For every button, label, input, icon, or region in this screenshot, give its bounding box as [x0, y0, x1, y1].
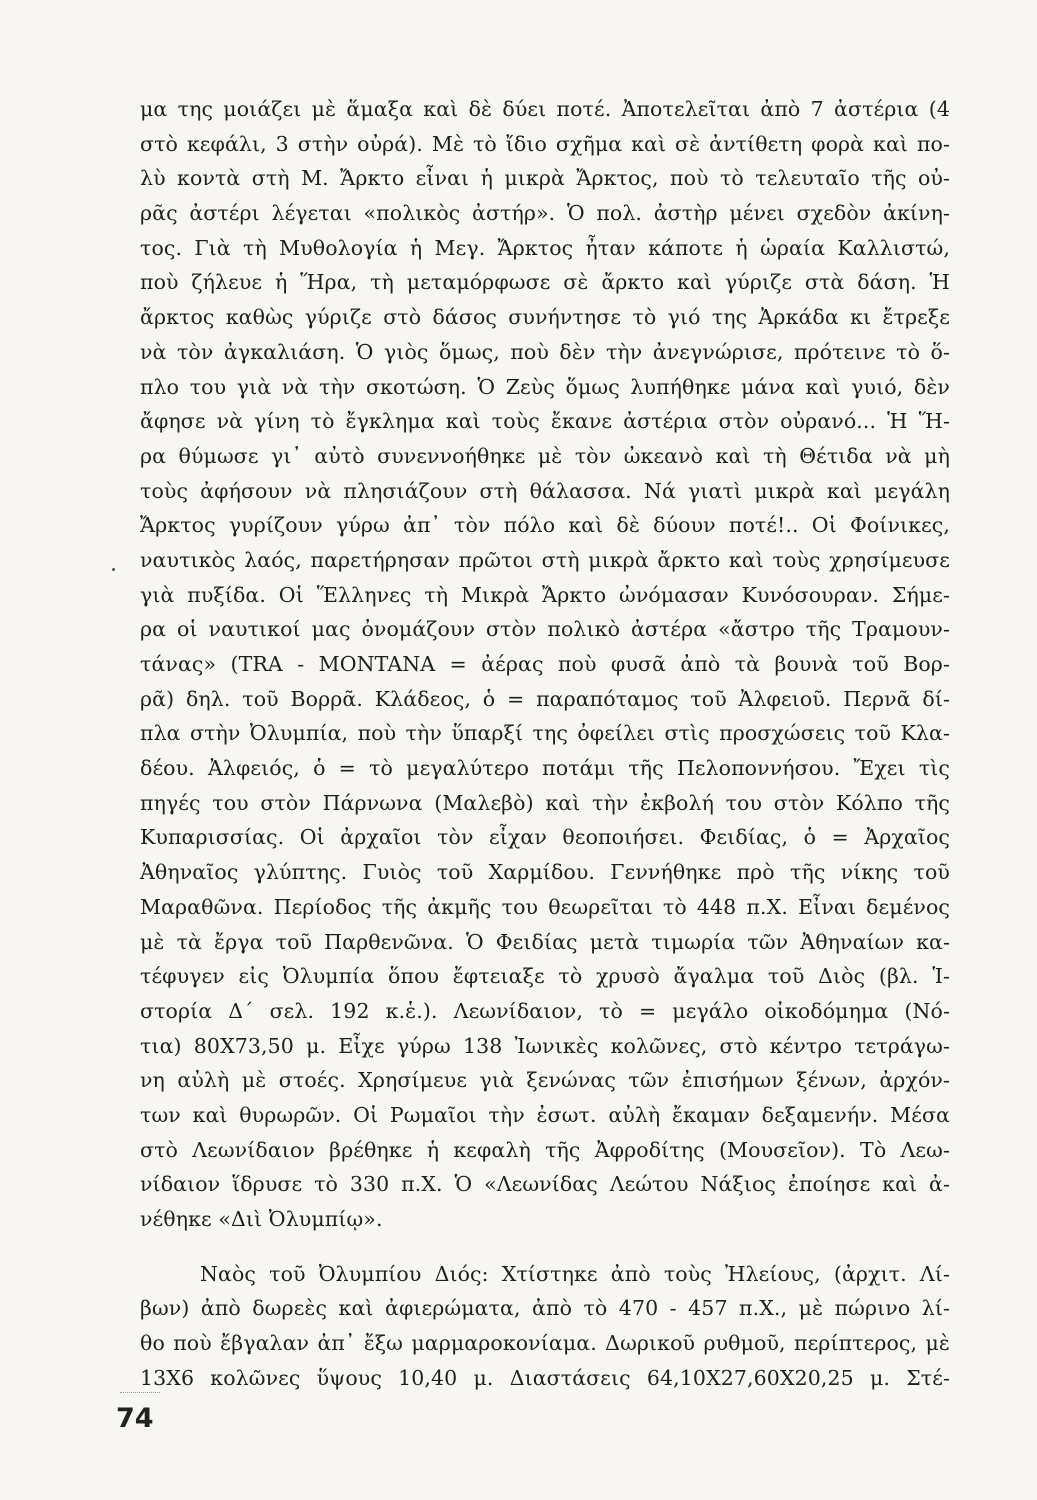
text-line: νὰ τὸν ἀγκαλιάση. Ὁ γιὸς ὅμως, ποὺ δὲν τὴν ἀνεγνώρισε, πρότεινε τὸ ὅ-	[140, 339, 950, 364]
text-line: Ἀθηναῖος γλύπτης. Γυιὸς τοῦ Χαρμίδου. Γεννήθηκε πρὸ τῆς νίκης τοῦ	[140, 860, 950, 885]
paragraph-1	[140, 92, 950, 1237]
text-line: στορία Δ΄ σελ. 192 κ.ἑ.). Λεωνίδαιον, τὸ = μεγάλο οἰκοδόμημα (Νό-	[140, 998, 950, 1023]
text-line: γιὰ πυξίδα. Οἱ Ἕλληνες τὴ Μικρὰ Ἄρκτο ὠνόμασαν Κυνόσουραν. Σήμε-	[140, 582, 950, 607]
text-line: νέθηκε «Διὶ Ὀλυμπίῳ».	[140, 1207, 383, 1231]
paragraph-spacer	[140, 1237, 950, 1257]
text-line: ρα θύμωσε γι᾽ αὐτὸ συνεννοήθηκε μὲ τὸν ὠκεανὸ καὶ τὴ Θέτιδα νὰ μὴ	[140, 443, 950, 468]
text-line: ρα οἱ ναυτικοί μας ὀνομάζουν στὸν πολικὸ ἀστέρα «ἄστρο τῆς Τραμουν-	[140, 617, 950, 642]
text-line: πλο του γιὰ νὰ τὴν σκοτώση. Ὁ Ζεὺς ὅμως λυπήθηκε μάνα καὶ γυιό, δὲν	[140, 374, 950, 399]
text-line: ἄρκτος καθὼς γύριζε στὸ δάσος συνήντησε τὸ γιό της Ἀρκάδα κι ἔτρεξε	[140, 305, 950, 330]
text-line: τέφυγεν εἰς Ὀλυμπία ὅπου ἔφτειαξε τὸ χρυσὸ ἄγαλμα τοῦ Διὸς (βλ. Ἱ-	[140, 964, 950, 989]
text-line: θο ποὺ ἔβγαλαν ἀπ᾽ ἔξω μαρμαροκονίαμα. Δωρικοῦ ρυθμοῦ, περίπτερος, μὲ	[140, 1331, 950, 1356]
text-line: Κυπαρισσίας. Οἱ ἀρχαῖοι τὸν εἶχαν θεοποιήσει. Φειδίας, ὁ = Ἀρχαῖος	[140, 825, 950, 850]
divider	[120, 1392, 160, 1394]
text-line: μὲ τὰ ἔργα τοῦ Παρθενῶνα. Ὁ Φειδίας μετὰ τιμωρία τῶν Ἀθηναίων κα-	[140, 929, 950, 954]
text-line: νη αὐλὴ μὲ στοές. Χρησίμευε γιὰ ξενώνας τῶν ἐπισήμων ξένων, ἀρχόν-	[140, 1068, 950, 1093]
text-line: μα της μοιάζει μὲ ἅμαξα καὶ δὲ δύει ποτέ. Ἀποτελεῖται ἀπὸ 7 ἀστέρια (4	[140, 97, 950, 121]
text-line: 13Χ6 κολῶνες ὕψους 10,40 μ. Διαστάσεις 64,10Χ27,60Χ20,25 μ. Στέ-	[140, 1365, 950, 1390]
text-line: πλα στὴν Ὀλυμπία, ποὺ τὴν ὕπαρξί της ὀφείλει στὶς προσχώσεις τοῦ Κλα-	[140, 721, 950, 746]
text-line: λὺ κοντὰ στὴ Μ. Ἄρκτο εἶναι ἡ μικρὰ Ἄρκτος, ποὺ τὸ τελευταῖο τῆς οὐ-	[140, 166, 950, 191]
text-line: στὸ Λεωνίδαιον βρέθηκε ἡ κεφαλὴ τῆς Ἀφροδίτης (Μουσεῖον). Τὸ Λεω-	[140, 1137, 950, 1162]
page-number: 74	[116, 1403, 154, 1434]
text-line: ναυτικὸς λαός, παρετήρησαν πρῶτοι στὴ μικρὰ ἄρκτο καὶ τοὺς χρησίμευσε	[140, 547, 950, 572]
page-body	[140, 92, 950, 1395]
text-line: Ναὸς τοῦ Ὀλυμπίου Διός: Χτίστηκε ἀπὸ τοὺς Ἠλείους, (ἀρχιτ. Λί-	[200, 1261, 950, 1286]
text-line: ποὺ ζήλευε ἡ Ἥρα, τὴ μεταμόρφωσε σὲ ἄρκτο καὶ γύριζε στὰ δάση. Ἡ	[140, 270, 950, 295]
text-line: ρᾶς ἀστέρι λέγεται «πολικὸς ἀστήρ». Ὁ πολ. ἀστὴρ μένει σχεδὸν ἀκίνη-	[140, 201, 950, 226]
margin-dot	[112, 568, 115, 571]
text-line: ρᾶ) δηλ. τοῦ Βορρᾶ. Κλάδεος, ὁ = παραπόταμος τοῦ Ἀλφειοῦ. Περνᾶ δί-	[140, 686, 950, 711]
text-line: των καὶ θυρωρῶν. Οἱ Ρωμαῖοι τὴν ἐσωτ. αὐλὴ ἔκαμαν δεξαμενήν. Μέσα	[140, 1102, 950, 1127]
text-line: τάνας» (TRA - MONTANA = ἀέρας ποὺ φυσᾶ ἀπὸ τὰ βουνὰ τοῦ Βορ-	[140, 652, 950, 676]
text-line: τια) 80Χ73,50 μ. Εἶχε γύρω 138 Ἰωνικὲς κολῶνες, στὸ κέντρο τετράγω-	[140, 1033, 950, 1058]
text-line: ἄφησε νὰ γίνη τὸ ἔγκλημα καὶ τοὺς ἔκανε ἀστέρια στὸν οὐρανό... Ἡ Ἥ-	[140, 409, 950, 434]
text-line: Μαραθῶνα. Περίοδος τῆς ἀκμῆς του θεωρεῖται τὸ 448 π.Χ. Εἶναι δεμένος	[140, 894, 950, 919]
text-line: δέου. Ἀλφειός, ὁ = τὸ μεγαλύτερο ποτάμι τῆς Πελοποννήσου. Ἔχει τὶς	[140, 756, 950, 781]
text-line: βων) ἀπὸ δωρεὲς καὶ ἀφιερώματα, ἀπὸ τὸ 470 - 457 π.Χ., μὲ πώρινο λί-	[140, 1296, 950, 1321]
paragraph-2	[140, 1257, 950, 1396]
text-line: τος. Γιὰ τὴ Μυθολογία ἡ Μεγ. Ἄρκτος ἦταν κάποτε ἡ ὡραία Καλλιστώ,	[140, 235, 950, 260]
text-line: τοὺς ἀφήσουν νὰ πλησιάζουν στὴ θάλασσα. Νά γιατὶ μικρὰ καὶ μεγάλη	[140, 478, 950, 503]
text-line: πηγές του στὸν Πάρνωνα (Μαλεβὸ) καὶ τὴν ἐκβολή του στὸν Κόλπο τῆς	[140, 790, 950, 815]
text-line: στὸ κεφάλι, 3 στὴν οὐρά). Μὲ τὸ ἴδιο σχῆμα καὶ σὲ ἀντίθετη φορὰ καὶ πο-	[140, 131, 950, 156]
text-line: νίδαιον ἵδρυσε τὸ 330 π.Χ. Ὁ «Λεωνίδας Λεώτου Νάξιος ἐποίησε καὶ ἀ-	[140, 1172, 950, 1197]
text-line: Ἄρκτος γυρίζουν γύρω ἀπ᾽ τὸν πόλο καὶ δὲ δύουν ποτέ!.. Οἱ Φοίνικες,	[140, 513, 950, 538]
